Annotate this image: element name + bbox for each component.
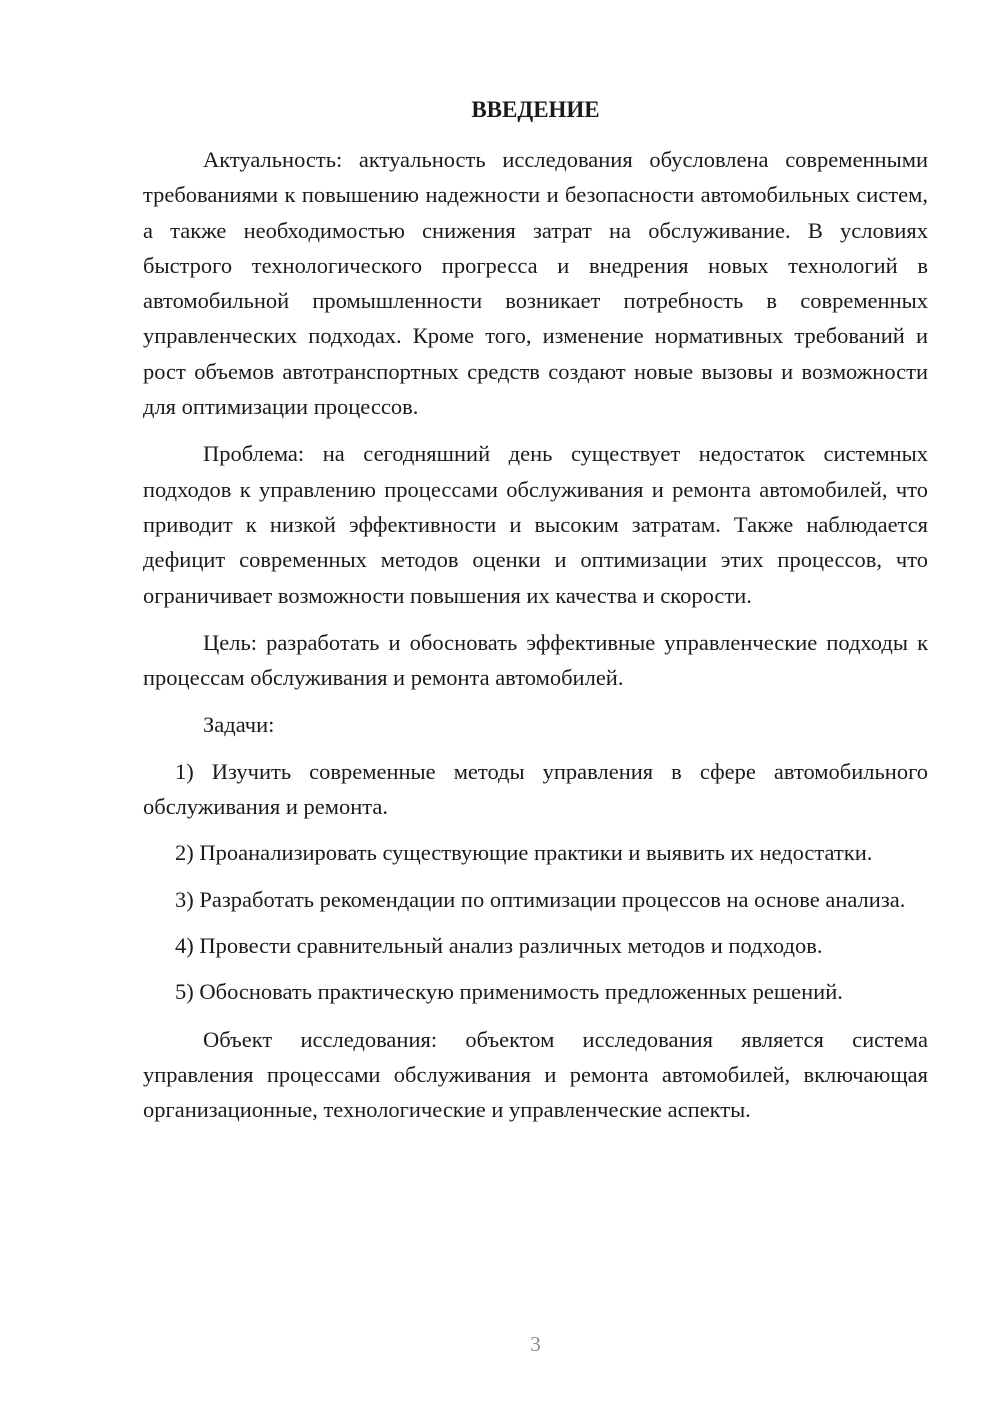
task-item-5: 5) Обосновать практическую применимость предложенных решений. [175, 979, 843, 1005]
object-paragraph: Объект исследования: объектом исследования является система управления процессами обслуживания и ремонта автомобилей, включающая организационные, технологические и управленческие аспекты. [143, 1026, 928, 1123]
task-item-3: 3) Разработать рекомендации по оптимизации процессов на основе анализа. [175, 886, 906, 912]
task-item-4: 4) Провести сравнительный анализ различных методов и подходов. [175, 932, 823, 958]
relevance-paragraph: Актуальность: актуальность исследования обусловлена современными требованиями к повышению надежности и безопасности автомобильных систем, а также необходимостью снижения затрат на обслуживание. В условиях быстрого технологического прогресса и внедрения новых технологий в автомобильной промышленности возникает потребность в современных управленческих подходах. Кроме того, изменение нормативных требований и рост объемов автотранспортных средств создают новые вызовы и возможности для оптимизации процессов. [143, 147, 928, 420]
task-item-2: 2) Проанализировать существующие практики и выявить их недостатки. [175, 840, 873, 866]
goal-paragraph: Цель: разработать и обосновать эффективные управленческие подходы к процессам обслуживания и ремонта автомобилей. [143, 629, 928, 691]
body-text [143, 142, 928, 1127]
tasks-list [143, 754, 928, 1010]
tasks-heading: Задачи: [203, 712, 275, 738]
task-item-1: 1) Изучить современные методы управления в сфере автомобильного обслуживания и ремонта. [143, 758, 928, 820]
page-number: 3 [530, 1332, 541, 1356]
problem-paragraph: Проблема: на сегодняшний день существует недостаток системных подходов к управлению процессами обслуживания и ремонта автомобилей, что приводит к низкой эффективности и высоким затратам. Также наблюдается дефицит современных методов оценки и оптимизации этих процессов, что ограничивает возможности повышения их качества и скорости. [143, 441, 928, 608]
page-title: ВВЕДЕНИЕ [471, 97, 600, 122]
